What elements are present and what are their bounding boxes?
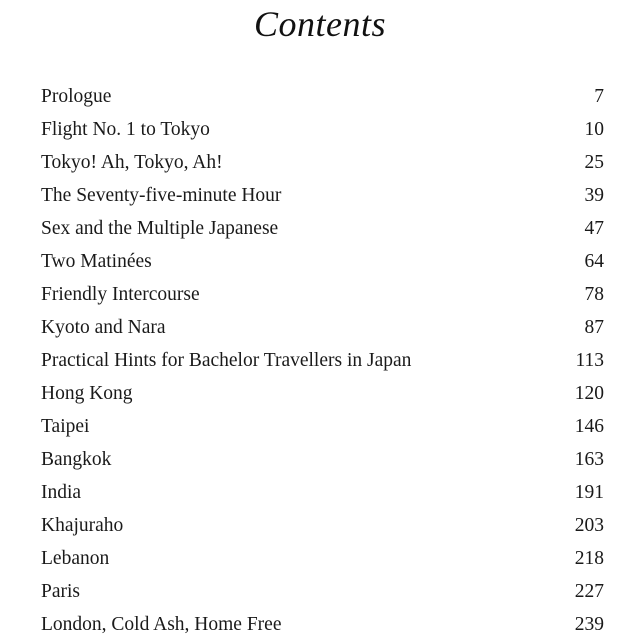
toc-entry-title: Practical Hints for Bachelor Travellers in Japan bbox=[41, 350, 412, 371]
toc-entry-title: Taipei bbox=[41, 416, 90, 437]
toc-entry-title: Friendly Intercourse bbox=[41, 284, 200, 305]
toc-entry bbox=[41, 509, 604, 542]
toc-entry-title: India bbox=[41, 482, 82, 503]
toc-entry-title: Prologue bbox=[41, 86, 112, 107]
toc-entry-title: Paris bbox=[41, 581, 80, 602]
toc-entry-page-number: 64 bbox=[584, 251, 604, 272]
toc-entry-page-number: 227 bbox=[574, 581, 604, 602]
toc-entry-title: Flight No. 1 to Tokyo bbox=[41, 119, 210, 140]
toc-entry-page-number: 39 bbox=[584, 185, 604, 206]
toc-entry bbox=[41, 575, 604, 608]
toc-entry bbox=[41, 476, 604, 509]
toc-entry-page-number: 191 bbox=[574, 482, 604, 503]
toc-entry-page-number: 218 bbox=[574, 548, 604, 569]
toc-entry-title: Bangkok bbox=[41, 449, 112, 470]
toc-entry bbox=[41, 212, 604, 245]
toc-entry bbox=[41, 278, 604, 311]
toc-entry-title: Lebanon bbox=[41, 548, 110, 569]
toc-entry-page-number: 47 bbox=[584, 218, 604, 239]
toc-entry-page-number: 146 bbox=[574, 416, 604, 437]
toc-entry bbox=[41, 80, 604, 113]
toc-entry-title: Kyoto and Nara bbox=[41, 317, 166, 338]
toc-entry bbox=[41, 146, 604, 179]
toc-entry-title: Two Matinées bbox=[41, 251, 152, 272]
toc-entry-title: Sex and the Multiple Japanese bbox=[41, 218, 279, 239]
toc-entry bbox=[41, 410, 604, 443]
toc-entry-page-number: 239 bbox=[574, 614, 604, 635]
toc-entry-page-number: 10 bbox=[584, 119, 604, 140]
toc-entry bbox=[41, 113, 604, 146]
toc-entry bbox=[41, 443, 604, 476]
toc-entry-title: Hong Kong bbox=[41, 383, 133, 404]
toc-entry bbox=[41, 344, 604, 377]
toc-entry-page-number: 78 bbox=[584, 284, 604, 305]
toc-entry-page-number: 203 bbox=[574, 515, 604, 536]
toc-entry-page-number: 120 bbox=[574, 383, 604, 404]
toc-entry bbox=[41, 377, 604, 410]
toc-entry-page-number: 87 bbox=[584, 317, 604, 338]
toc-entry-title: Tokyo! Ah, Tokyo, Ah! bbox=[41, 152, 223, 173]
toc-entry-title: The Seventy-five-minute Hour bbox=[41, 185, 282, 206]
toc-entry-title: Khajuraho bbox=[41, 515, 124, 536]
toc-entry bbox=[41, 179, 604, 212]
toc-entry bbox=[41, 245, 604, 278]
toc-entry bbox=[41, 608, 604, 641]
page-title: Contents bbox=[253, 4, 386, 44]
table-of-contents bbox=[41, 80, 604, 641]
toc-entry-title: London, Cold Ash, Home Free bbox=[41, 614, 282, 635]
toc-entry-page-number: 25 bbox=[584, 152, 604, 173]
toc-entry-page-number: 113 bbox=[575, 350, 604, 371]
toc-entry bbox=[41, 311, 604, 344]
toc-entry bbox=[41, 542, 604, 575]
toc-entry-page-number: 163 bbox=[574, 449, 604, 470]
toc-entry-page-number: 7 bbox=[594, 86, 604, 107]
